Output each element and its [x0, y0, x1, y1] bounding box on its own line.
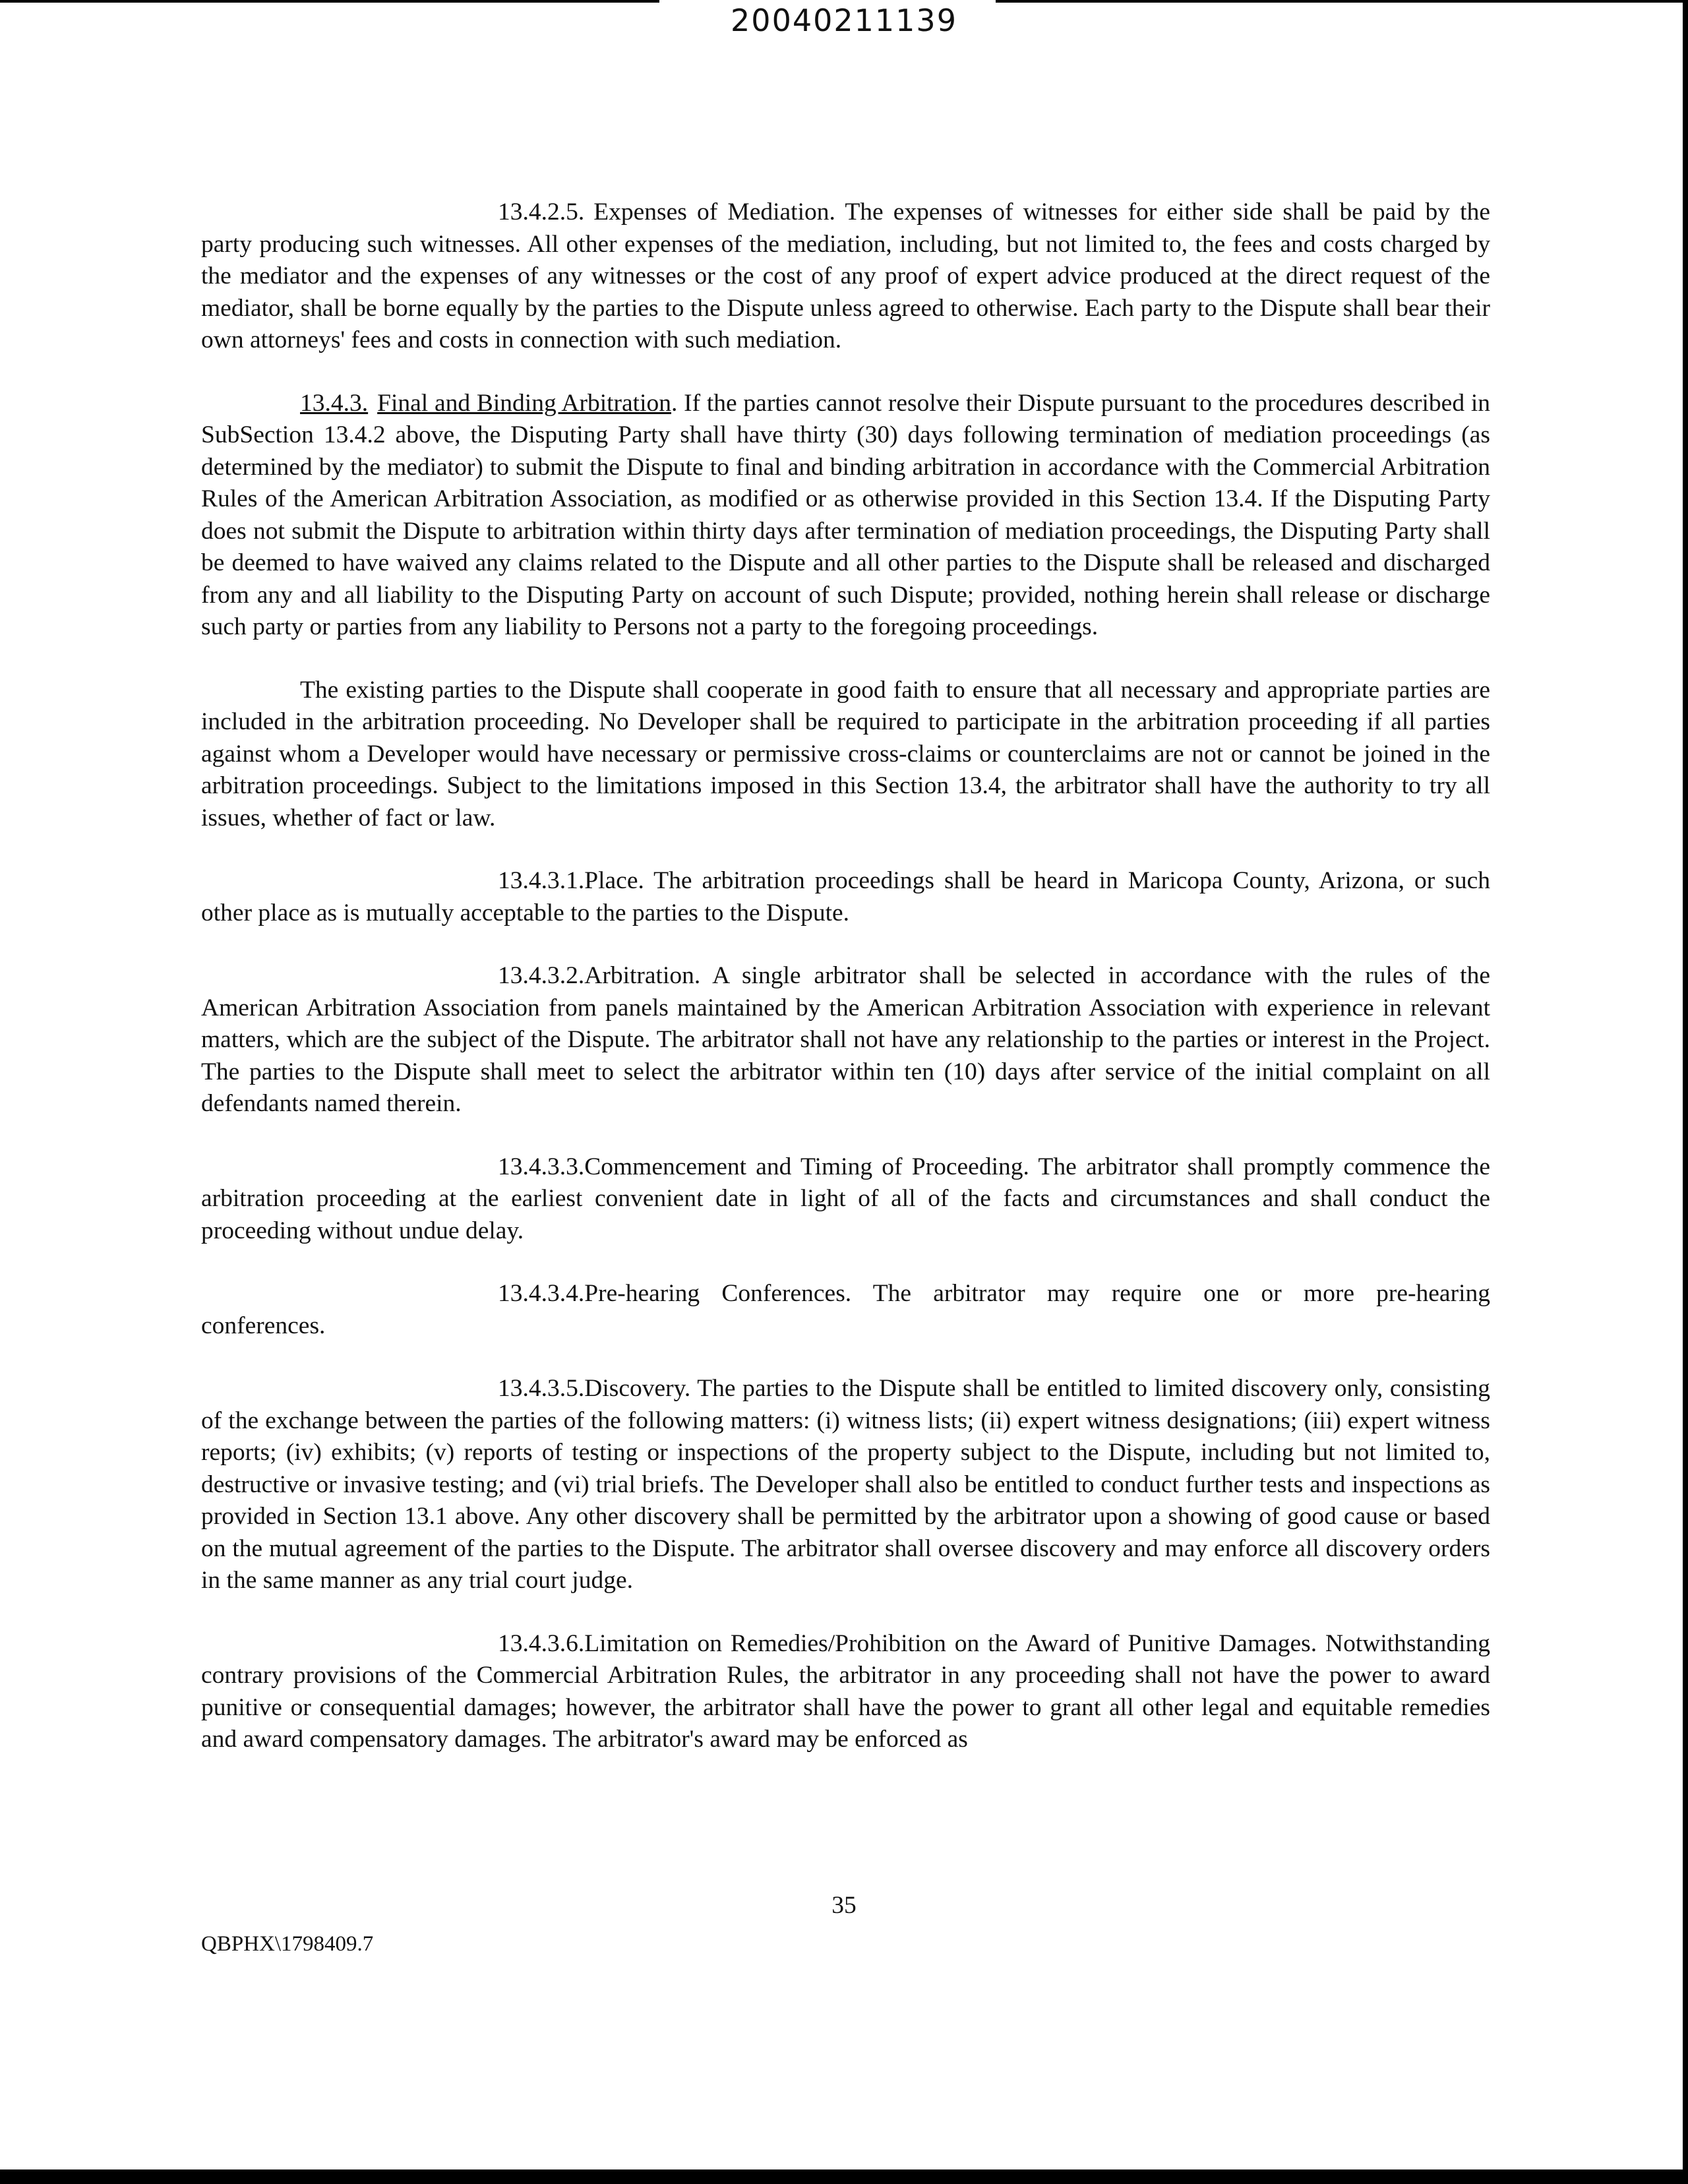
document-id: QBPHX\1798409.7: [201, 1932, 374, 1956]
paragraph-text: The existing parties to the Dispute shall cooperate in good faith to ensure that all necessary and appropriate parties are included in the arbitration proceeding. No Developer shall be required to participate in the arbitration proceeding if all parties against whom a Developer would have necessary or permissive cross-claims or counterclaims are not or cannot be joined in the arbitration proceedings. Subject to the limitations imposed in this Section 13.4, the arbitrator shall have the authority to try all issues, whether of fact or law.: [201, 676, 1490, 832]
paragraph-13-4-3-3: [201, 1151, 1490, 1248]
paragraph-13-4-3-5: [201, 1373, 1490, 1597]
paragraph-text: Place. The arbitration proceedings shall be heard in Maricopa County, Arizona, or such other place as is mutually acceptable to the parties to the Dispute.: [201, 867, 1490, 926]
paragraph-13-4-3-4: [201, 1278, 1490, 1342]
paragraph-text: Commencement and Timing of Proceeding. The arbitrator shall promptly commence the arbitration proceeding at the earliest convenient date in light of all of the facts and circumstances and shall conduct the proceeding without undue delay.: [201, 1153, 1490, 1244]
paragraph-13-4-3-2: [201, 960, 1490, 1120]
section-number: 13.4.3.3.: [498, 1153, 585, 1180]
paragraph-text: Discovery. The parties to the Dispute shall be entitled to limited discovery only, consisting of the exchange between the parties of the following matters: (i) witness lists; (ii) expert witness designations; (iii) expert witness reports; (iv) exhibits; (v) reports of testing or inspections of the property subject to the Dispute, including but not limited to, destructive or invasive testing; and (vi) trial briefs. The Developer shall also be entitled to conduct further tests and inspections as provided in Section 13.1 above. Any other discovery shall be permitted by the arbitrator upon a showing of good cause or based on the mutual agreement of the parties to the Dispute. The arbitrator shall oversee discovery and may enforce all discovery orders in the same manner as any trial court judge.: [201, 1375, 1490, 1594]
section-number: 13.4.2.5.: [498, 198, 585, 226]
paragraph-first-line: [498, 1278, 1490, 1310]
page-number: 35: [831, 1892, 857, 1919]
paragraph-13-4-3-6: [201, 1628, 1490, 1756]
paragraph-text: Arbitration. A single arbitrator shall be selected in accordance with the rules of the American Arbitration Association from panels maintained by the American Arbitration Association with experience in relevant matters, which are the subject of the Dispute. The arbitrator shall not have any relationship to the parties or interest in the Project. The parties to the Dispute shall meet to select the arbitrator within ten (10) days after service of the initial complaint on all defendants named therein.: [201, 962, 1490, 1117]
section-number: 13.4.3.5.: [498, 1375, 585, 1402]
section-number: 13.4.3.1.: [498, 867, 585, 894]
paragraph-existing-parties: [201, 675, 1490, 835]
paragraph-text: Pre-hearing Conferences. The arbitrator may require one or more pre-hearing: [584, 1280, 1490, 1307]
recording-number: 20040211139: [731, 3, 957, 38]
section-number: 13.4.3.4.: [498, 1280, 585, 1307]
document-body: [201, 197, 1490, 1787]
section-number: 13.4.3.2.: [498, 962, 585, 989]
section-number: 13.4.3.6.: [498, 1629, 585, 1657]
scan-border-right: [1683, 0, 1688, 2184]
paragraph-continuation: conferences.: [201, 1312, 326, 1339]
section-number: 13.4.3.: [300, 389, 369, 417]
scan-border-bottom: [0, 2169, 1688, 2184]
paragraph-text: Limitation on Remedies/Prohibition on the Award of Punitive Damages. Notwithstanding contrary provisions of the Commercial Arbitration Rules, the arbitrator in any proceeding shall not have the power to award punitive or consequential damages; however, the arbitrator shall have the power to grant all other legal and equitable remedies and award compensatory damages. The arbitrator's award may be enforced as: [201, 1629, 1490, 1753]
paragraph-13-4-3-1: [201, 865, 1490, 929]
section-title: Final and Binding Arbitration: [377, 389, 672, 417]
paragraph-text: Expenses of Mediation. The expenses of witnesses for either side shall be paid by the party producing such witnesses. All other expenses of the mediation, including, but not limited to, the fees and costs charged by the mediator and the expenses of any witnesses or the cost of any proof of expert advice produced at the direct request of the mediator, shall be borne equally by the parties to the Dispute unless agreed to otherwise. Each party to the Dispute shall bear their own attorneys' fees and costs in connection with such mediation.: [201, 198, 1490, 353]
paragraph-text: . If the parties cannot resolve their Dispute pursuant to the procedures described in SubSection 13.4.2 above, the Disputing Party shall have thirty (30) days following termination of mediation proceedings (as determined by the mediator) to submit the Dispute to final and binding arbitration in accordance with the Commercial Arbitration Rules of the American Arbitration Association, as modified or as otherwise provided in this Section 13.4. If the Disputing Party does not submit the Dispute to arbitration within thirty days after termination of mediation proceedings, the Disputing Party shall be deemed to have waived any claims related to the Dispute and all other parties to the Dispute shall be released and discharged from any and all liability to the Disputing Party on account of such Dispute; provided, nothing herein shall release or discharge such party or parties from any liability to Persons not a party to the foregoing proceedings.: [201, 389, 1490, 640]
paragraph-13-4-2-5: [201, 197, 1490, 357]
paragraph-13-4-3: [201, 388, 1490, 644]
